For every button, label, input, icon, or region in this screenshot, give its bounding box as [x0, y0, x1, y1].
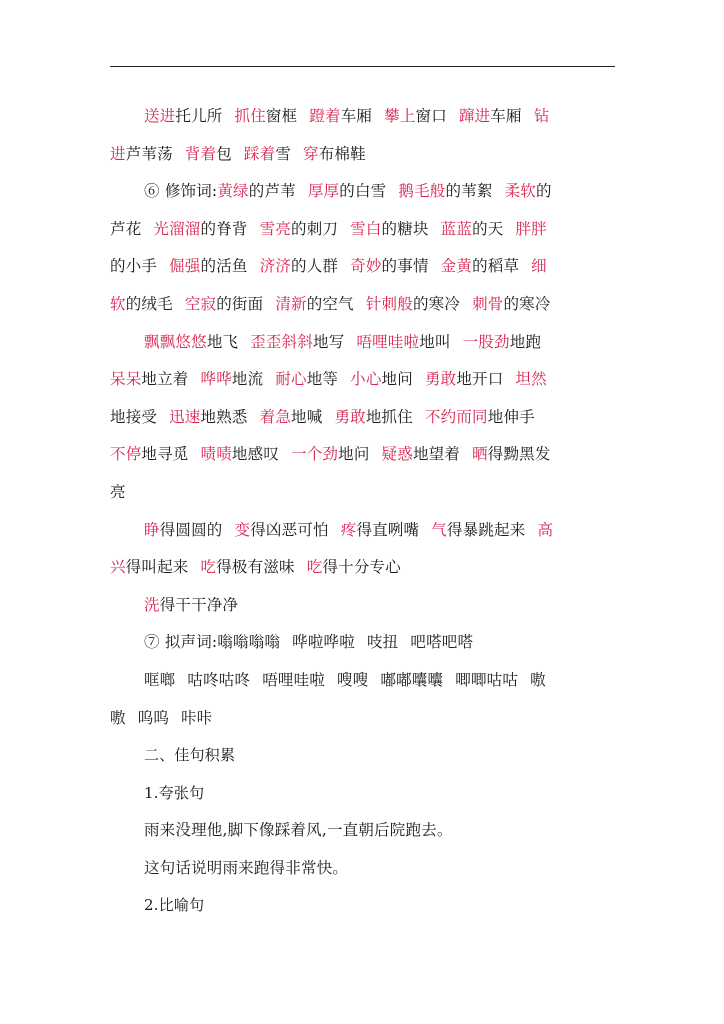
- text-line: [110, 399, 615, 437]
- text-segment: 地伸手: [487, 407, 535, 426]
- text-segment: 托儿所: [175, 107, 223, 125]
- text-line: [110, 136, 615, 174]
- text-segment: 嗷: [530, 670, 546, 689]
- highlighted-word: 晒: [472, 445, 488, 464]
- text-segment: 的苇絮: [445, 182, 493, 201]
- text-segment: 的白雪: [339, 182, 387, 201]
- text-line: [110, 549, 615, 587]
- text-segment: 吧嗒吧嗒: [410, 633, 474, 652]
- text-segment: 哗啦哗啦: [292, 633, 355, 652]
- text-segment: 的街面: [216, 294, 264, 313]
- highlighted-word: 气: [431, 520, 447, 539]
- text-segment: 吱扭: [366, 633, 399, 652]
- text-segment: 得干干净净: [159, 595, 239, 614]
- text-line: [110, 587, 615, 625]
- section-heading: [110, 887, 615, 925]
- highlighted-word: 耐心: [275, 370, 307, 389]
- highlighted-word: 疼: [340, 520, 357, 539]
- highlighted-word: 攀上: [384, 107, 416, 125]
- text-segment: 地开口: [456, 370, 504, 389]
- text-segment: 地问: [338, 445, 370, 464]
- text-segment: 窗口: [415, 107, 447, 125]
- highlighted-word: 柔软: [504, 182, 537, 201]
- highlighted-word: 鹅毛般: [398, 182, 446, 201]
- text-line: [110, 850, 615, 888]
- highlighted-word: 哗哗: [200, 370, 232, 389]
- text-segment: 布棉鞋: [318, 144, 366, 163]
- highlighted-word: 吃: [200, 558, 217, 577]
- section-heading: [110, 775, 615, 813]
- text-segment: 地望着: [412, 445, 461, 464]
- text-segment: 的活鱼: [200, 257, 248, 276]
- highlighted-word: 刺骨: [472, 294, 504, 313]
- highlighted-word: 变: [234, 520, 251, 539]
- highlighted-word: 睁: [144, 520, 160, 539]
- highlighted-word: 小心: [350, 370, 382, 389]
- text-segment: 地流: [231, 370, 264, 389]
- highlighted-word: 飘飘悠悠: [144, 332, 207, 351]
- highlighted-word: 不停: [110, 445, 142, 464]
- highlighted-word: 勇敢: [424, 370, 457, 389]
- text-segment: 雪: [275, 144, 292, 163]
- text-segment: 车厢: [490, 107, 522, 125]
- text-segment: 咕咚咕咚: [187, 670, 251, 689]
- highlighted-word: 疑惑: [381, 445, 413, 464]
- highlighted-word: 勇敢: [334, 407, 366, 426]
- text-segment: 得直咧嘴: [356, 520, 420, 539]
- text-line: [110, 324, 615, 362]
- text-segment: 地飞: [206, 332, 239, 351]
- highlighted-word: 奇妙: [350, 257, 382, 276]
- text-segment: 嗷: [110, 708, 126, 727]
- highlighted-word: 空寂: [184, 294, 217, 313]
- highlighted-word: 胖胖: [515, 219, 547, 238]
- section-heading: [110, 737, 615, 775]
- text-segment: 2.比喻句: [144, 896, 205, 915]
- text-line: [110, 700, 615, 738]
- text-segment: 的寒冷: [503, 294, 551, 313]
- text-segment: 的空气: [306, 294, 354, 313]
- highlighted-word: 济济: [259, 257, 292, 276]
- highlighted-word: 不约而同: [424, 407, 488, 426]
- text-segment: 地问: [381, 370, 413, 389]
- highlighted-word: 背着: [184, 144, 217, 163]
- text-segment: ⑥ 修饰词:: [144, 182, 218, 201]
- text-segment: 的芦苇: [248, 182, 296, 201]
- text-segment: 得黝黑发: [487, 445, 551, 464]
- text-segment: 呜呜: [137, 708, 170, 727]
- highlighted-word: 倔强: [169, 257, 201, 276]
- document-body: [110, 98, 615, 925]
- text-segment: 地跑: [509, 332, 542, 351]
- highlighted-word: 坦然: [515, 370, 547, 389]
- highlighted-word: 抓住: [234, 107, 266, 125]
- text-line: [110, 624, 615, 662]
- text-segment: 哐啷: [144, 670, 176, 689]
- text-segment: 的脊背: [200, 219, 248, 238]
- highlighted-word: 歪歪斜斜: [250, 332, 314, 351]
- text-segment: ⑦ 拟声词:嗡嗡嗡嗡: [144, 633, 281, 652]
- highlighted-word: 呆呆: [110, 370, 142, 389]
- text-segment: 唧唧咕咕: [455, 670, 519, 689]
- text-segment: 窗框: [265, 107, 298, 125]
- text-segment: 亮: [110, 482, 126, 501]
- text-line: [110, 248, 615, 286]
- text-line: [110, 436, 615, 474]
- text-segment: 地感叹: [231, 445, 280, 464]
- highlighted-word: 吃: [306, 558, 323, 577]
- highlighted-word: 金黄: [440, 257, 473, 276]
- text-line: [110, 361, 615, 399]
- highlighted-word: 蓝蓝: [440, 219, 473, 238]
- text-segment: 地寻觅: [141, 445, 189, 464]
- highlighted-word: 送进: [144, 107, 176, 125]
- highlighted-word: 兴: [110, 558, 126, 577]
- highlighted-word: 光溜溜: [153, 219, 201, 238]
- text-segment: 的天: [472, 219, 504, 238]
- text-line: [110, 662, 615, 700]
- text-segment: 雨来没理他,脚下像踩着风,一直朝后院跑去。: [144, 821, 453, 840]
- text-line: [110, 812, 615, 850]
- highlighted-word: 迅速: [169, 407, 201, 426]
- text-segment: 的刺刀: [291, 219, 339, 238]
- highlighted-word: 穿: [303, 144, 319, 163]
- header-rule: [110, 66, 615, 67]
- text-segment: 咔咔: [181, 708, 213, 727]
- highlighted-word: 高: [537, 520, 554, 539]
- text-segment: 的小手: [110, 257, 158, 276]
- text-segment: 得凶恶可怕: [250, 520, 329, 539]
- text-segment: 得暴跳起来: [446, 520, 526, 539]
- text-segment: 地熟悉: [200, 407, 248, 426]
- text-segment: 的寒冷: [412, 294, 461, 313]
- text-segment: 地写: [313, 332, 345, 351]
- text-line: [110, 512, 615, 550]
- highlighted-word: 着急: [259, 407, 292, 426]
- text-segment: 的: [536, 182, 552, 201]
- text-segment: 芦苇荡: [125, 144, 173, 163]
- text-segment: 的事情: [381, 257, 429, 276]
- highlighted-word: 踩着: [243, 144, 276, 163]
- highlighted-word: 厚厚: [307, 182, 340, 201]
- text-line: [110, 98, 615, 136]
- highlighted-word: 一股劲: [462, 332, 510, 351]
- text-segment: 地抓住: [365, 407, 413, 426]
- text-line: [110, 474, 615, 512]
- highlighted-word: 软: [110, 294, 126, 313]
- highlighted-word: 蹿进: [458, 107, 491, 125]
- text-segment: 得圆圆的: [159, 520, 223, 539]
- text-segment: 的稻草: [472, 257, 520, 276]
- highlighted-word: 清新: [275, 294, 307, 313]
- highlighted-word: 唔哩哇啦: [356, 332, 420, 351]
- text-segment: 嗖嗖: [337, 670, 369, 689]
- highlighted-word: 洗: [144, 595, 160, 614]
- text-segment: 的糖块: [381, 219, 429, 238]
- text-segment: 得极有滋味: [216, 558, 295, 577]
- highlighted-word: 黄绿: [217, 182, 249, 201]
- text-segment: 1.夸张句: [144, 783, 205, 802]
- text-segment: 这句话说明雨来跑得非常快。: [144, 858, 349, 877]
- text-segment: 车厢: [340, 107, 373, 125]
- text-segment: 地喊: [291, 407, 323, 426]
- highlighted-word: 雪白: [350, 219, 382, 238]
- text-segment: 地接受: [110, 407, 158, 426]
- text-segment: 地立着: [141, 370, 189, 389]
- text-segment: 地叫: [419, 332, 451, 351]
- text-segment: 包: [216, 144, 232, 163]
- highlighted-word: 一个劲: [291, 445, 339, 464]
- highlighted-word: 细: [531, 257, 547, 276]
- text-segment: 芦花: [110, 219, 142, 238]
- text-segment: 的人群: [291, 257, 339, 276]
- highlighted-word: 针刺般: [365, 294, 413, 313]
- text-line: [110, 173, 615, 211]
- highlighted-word: 进: [110, 144, 126, 163]
- text-segment: 唔哩哇啦: [262, 670, 326, 689]
- highlighted-word: 雪亮: [259, 219, 292, 238]
- text-segment: 得叫起来: [125, 558, 189, 577]
- text-segment: 嘟嘟囔囔: [380, 670, 444, 689]
- text-segment: 得十分专心: [322, 558, 401, 577]
- text-segment: 二、佳句积累: [144, 746, 236, 765]
- highlighted-word: 钻: [533, 107, 550, 125]
- text-segment: 地等: [306, 370, 339, 389]
- highlighted-word: 啧啧: [200, 445, 232, 464]
- text-segment: 的绒毛: [125, 294, 173, 313]
- highlighted-word: 蹬着: [309, 107, 341, 125]
- text-line: [110, 211, 615, 249]
- text-line: [110, 286, 615, 324]
